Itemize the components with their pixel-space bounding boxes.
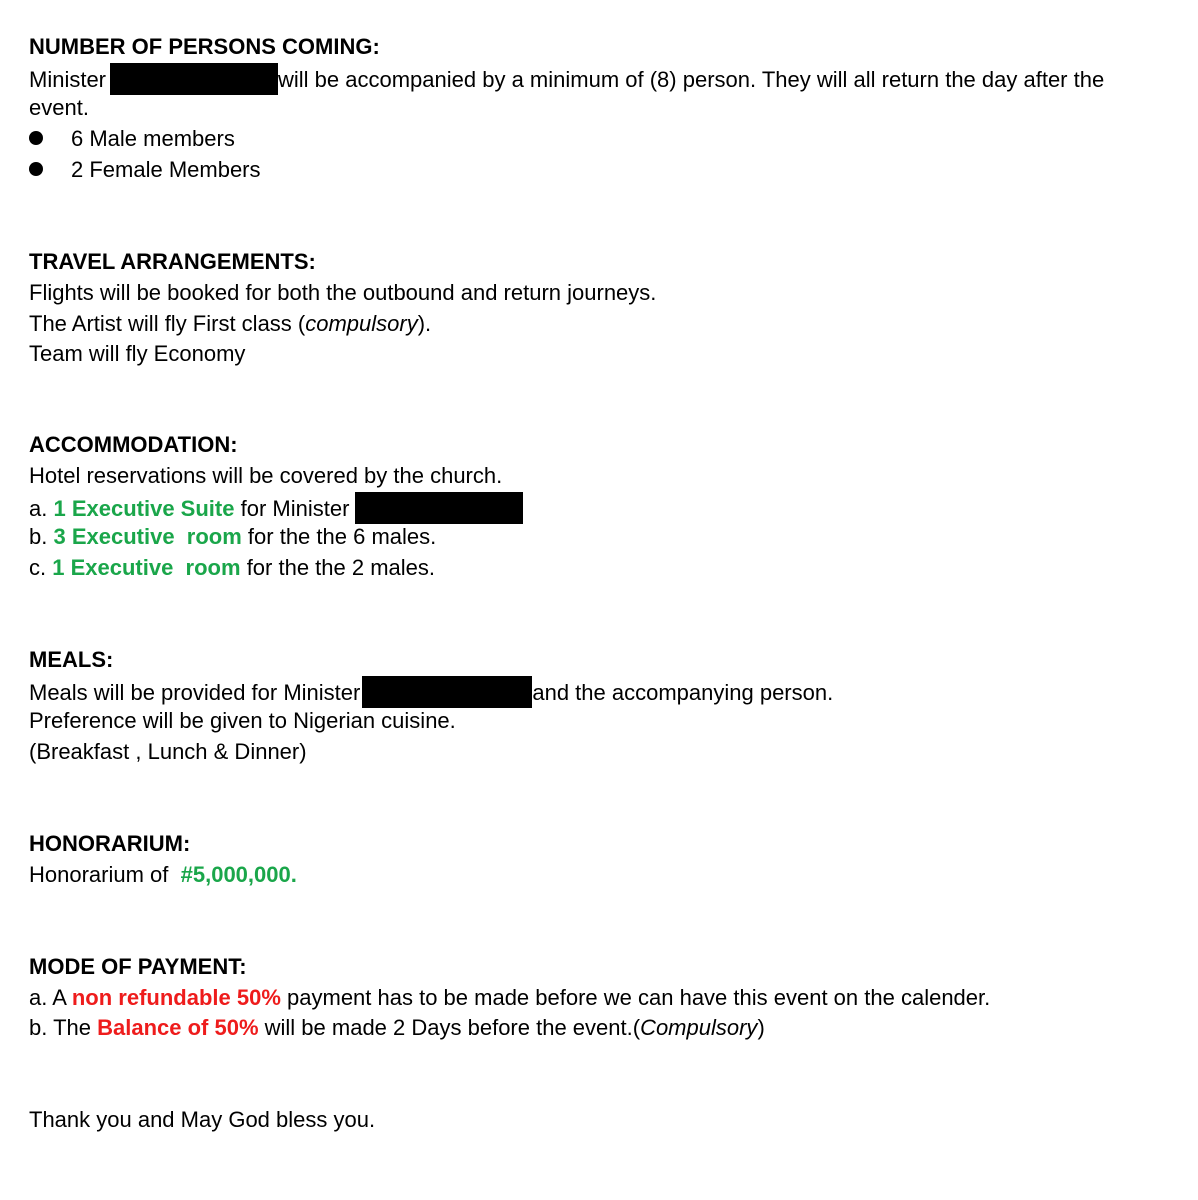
honorarium-heading: HONORARIUM: <box>29 831 191 856</box>
bullet-icon <box>29 162 43 176</box>
item-a-rest: for Minister <box>240 496 350 521</box>
persons-heading: NUMBER OF PERSONS COMING: <box>29 34 380 59</box>
item-a-highlight: 1 Executive Suite <box>53 496 235 521</box>
meals-line-1-end: and the accompanying person. <box>532 680 834 705</box>
meals-line-1-start: Meals will be provided for Minister <box>29 680 361 705</box>
payment-b-italic: Compulsory <box>640 1015 758 1040</box>
honorarium-line <box>29 860 297 890</box>
accommodation-item-b <box>29 522 436 552</box>
travel-line-2-italic: compulsory <box>305 311 418 336</box>
redaction-bar <box>355 492 523 524</box>
accommodation-line-1: Hotel reservations will be covered by the church. <box>29 463 503 488</box>
payment-heading: MODE OF PAYMENT: <box>29 954 247 979</box>
payment-b-highlight: Balance of 50% <box>97 1015 259 1040</box>
travel-heading: TRAVEL ARRANGEMENTS: <box>29 249 316 274</box>
travel-line-1: Flights will be booked for both the outbound and return journeys. <box>29 280 657 305</box>
travel-line-3: Team will fly Economy <box>29 341 246 366</box>
persons-line-2: event. <box>29 95 89 120</box>
item-b-highlight: 3 Executive room <box>53 524 242 549</box>
accommodation-item-a <box>29 492 523 522</box>
persons-bullet-female: 2 Female Members <box>71 157 261 182</box>
payment-b-end: ) <box>757 1015 765 1040</box>
honorarium-text: Honorarium of <box>29 862 169 887</box>
meals-line-1 <box>29 676 833 706</box>
payment-item-a <box>29 983 990 1013</box>
bullet-icon <box>29 131 43 145</box>
payment-b-rest: will be made 2 Days before the event.( <box>264 1015 641 1040</box>
persons-line-1-start: Minister <box>29 67 107 92</box>
travel-line-2-start: The Artist will fly First class ( <box>29 311 306 336</box>
payment-item-b <box>29 1013 765 1043</box>
persons-line-1 <box>29 63 1104 93</box>
redaction-bar <box>110 63 278 95</box>
travel-line-2 <box>29 309 431 339</box>
persons-line-1-end: will be accompanied by a minimum of (8) person. They will all return the day after the <box>278 67 1105 92</box>
item-b-prefix: b. <box>29 524 48 549</box>
item-b-rest: for the the 6 males. <box>247 524 437 549</box>
redaction-bar <box>362 676 532 708</box>
payment-a-rest: payment has to be made before we can have this event on the calender. <box>287 985 991 1010</box>
item-c-rest: for the the 2 males. <box>246 555 436 580</box>
item-c-prefix: c. <box>29 555 47 580</box>
accommodation-heading: ACCOMMODATION: <box>29 432 238 457</box>
payment-a-prefix: a. A <box>29 985 66 1010</box>
travel-line-2-end: ). <box>417 311 432 336</box>
item-c-highlight: 1 Executive room <box>52 555 241 580</box>
accommodation-item-c <box>29 553 435 583</box>
meals-heading: MEALS: <box>29 647 114 672</box>
payment-b-prefix: b. The <box>29 1015 91 1040</box>
meals-line-2: Preference will be given to Nigerian cuisine. <box>29 708 456 733</box>
honorarium-amount: #5,000,000. <box>180 862 297 887</box>
persons-bullet-male: 6 Male members <box>71 126 235 151</box>
item-a-prefix: a. <box>29 496 48 521</box>
closing-text: Thank you and May God bless you. <box>29 1107 376 1132</box>
payment-a-highlight: non refundable 50% <box>71 985 281 1010</box>
meals-line-3: (Breakfast , Lunch & Dinner) <box>29 739 307 764</box>
